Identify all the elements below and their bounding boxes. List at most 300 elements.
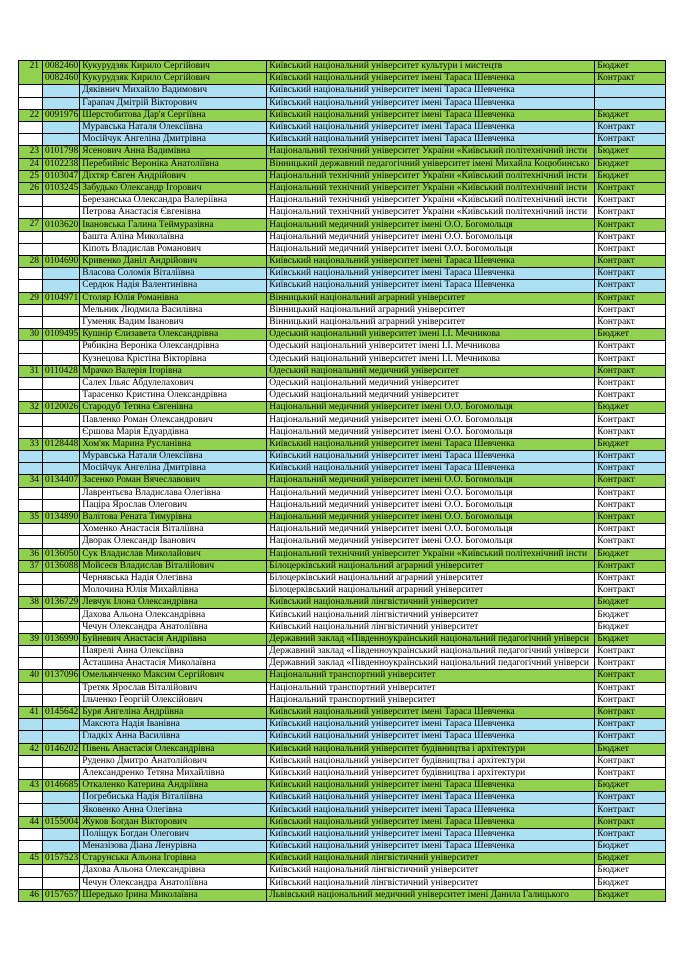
applicant-id-cell (43, 792, 80, 804)
row-number-cell (19, 341, 43, 353)
applicant-name-cell: Кушнір Єлизавета Олександрівна (80, 329, 267, 341)
applicant-name-cell: Мойсеєв Владислав Віталійович (80, 560, 267, 572)
row-number-cell (19, 499, 43, 511)
applicant-name-cell: Дяківнич Михайло Вадимович (80, 85, 267, 97)
applicant-name-cell: Откаленко Катерина Андріївна (80, 780, 267, 792)
applicant-id-cell: 0104971 (43, 292, 80, 304)
row-number-cell: 29 (19, 292, 43, 304)
row-number-cell: 45 (19, 853, 43, 865)
applicant-id-cell: 0110428 (43, 365, 80, 377)
row-number-cell (19, 536, 43, 548)
applicant-name-cell: Муравська Наталя Олексіївна (80, 451, 267, 463)
university-cell: Вінницький національний аграрний університет (267, 316, 595, 328)
applicant-name-cell: Шередько Ірина Миколаївна (80, 889, 267, 901)
funding-cell: Контракт (595, 304, 666, 316)
university-cell: Львівський національний медичний університет імені Данила Галицького (267, 889, 595, 901)
applicant-name-cell: Забудько Олександр Ігорович (80, 182, 267, 194)
table-row (19, 731, 666, 743)
funding-cell: Контракт (595, 658, 666, 670)
university-cell: Одеський національний медичний університет (267, 365, 595, 377)
applicant-name-cell: Гуменяк Вадим Іванович (80, 316, 267, 328)
funding-cell: Контракт (595, 536, 666, 548)
university-cell: Київський національний лінгвістичний університет (267, 877, 595, 889)
row-number-cell: 27 (19, 219, 43, 231)
funding-cell: Бюджет (595, 621, 666, 633)
table-row (19, 646, 666, 658)
university-cell: Київський національний університет будівництва і архітектури (267, 767, 595, 779)
table-row (19, 85, 666, 97)
funding-cell: Контракт (595, 365, 666, 377)
applicant-name-cell: Асташина Анастасія Миколаївна (80, 658, 267, 670)
row-number-cell (19, 646, 43, 658)
funding-cell: Контракт (595, 524, 666, 536)
applicant-id-cell (43, 268, 80, 280)
applicant-name-cell: Паярелі Анна Олексіївна (80, 646, 267, 658)
university-cell: Київський національний університет імені Тараса Шевченка (267, 73, 595, 85)
row-number-cell: 40 (19, 670, 43, 682)
applicant-name-cell: Погребиська Надія Віталіївна (80, 792, 267, 804)
university-cell: Вінницький національний аграрний університет (267, 292, 595, 304)
funding-cell: Контракт (595, 499, 666, 511)
applicant-id-cell: 0103047 (43, 170, 80, 182)
table-row (19, 877, 666, 889)
funding-cell: Бюджет (595, 841, 666, 853)
table-row (19, 195, 666, 207)
applicants-sheet (18, 60, 666, 902)
university-cell: Національний медичний університет імені О.О. Богомольця (267, 536, 595, 548)
university-cell: Київський національний університет імені Тараса Шевченка (267, 792, 595, 804)
applicant-id-cell (43, 585, 80, 597)
university-cell: Київський національний університет імені Тараса Шевченка (267, 109, 595, 121)
row-number-cell (19, 767, 43, 779)
funding-cell: Контракт (595, 585, 666, 597)
funding-cell: Контракт (595, 646, 666, 658)
table-row (19, 353, 666, 365)
table-row (19, 463, 666, 475)
row-number-cell: 41 (19, 706, 43, 718)
university-cell: Національний медичний університет імені О.О. Богомольця (267, 231, 595, 243)
table-row (19, 816, 666, 828)
university-cell: Київський національний університет імені Тараса Шевченка (267, 85, 595, 97)
university-cell: Одеський національний університет імені І.І. Мечникова (267, 353, 595, 365)
applicant-name-cell: Левчук Ілона Олександрівна (80, 597, 267, 609)
applicant-id-cell: 0120026 (43, 402, 80, 414)
applicant-name-cell: Гладкіх Анна Василівна (80, 731, 267, 743)
funding-cell: Контракт (595, 487, 666, 499)
table-row (19, 597, 666, 609)
funding-cell: Контракт (595, 341, 666, 353)
university-cell: Національний транспортний університет (267, 694, 595, 706)
applicant-id-cell (43, 524, 80, 536)
applicant-id-cell: 0082460 (43, 73, 80, 85)
funding-cell: Контракт (595, 377, 666, 389)
funding-cell: Контракт (595, 316, 666, 328)
applicant-id-cell: 0082460 (43, 61, 80, 73)
applicant-name-cell: Стародуб Тетяна Євгенівна (80, 402, 267, 414)
applicant-name-cell: Буря Ангеліна Андріївна (80, 706, 267, 718)
row-number-cell: 22 (19, 109, 43, 121)
row-number-cell (19, 451, 43, 463)
university-cell: Національний технічний університет України «Київський політехнічний інсти (267, 207, 595, 219)
university-cell: Київський національний лінгвістичний університет (267, 865, 595, 877)
table-row (19, 487, 666, 499)
applicant-id-cell: 0103245 (43, 182, 80, 194)
university-cell: Національний медичний університет імені О.О. Богомольця (267, 426, 595, 438)
applicant-name-cell: Александренко Тетяна Михайлівна (80, 767, 267, 779)
university-cell: Київський національний університет імені Тараса Шевченка (267, 804, 595, 816)
row-number-cell (19, 304, 43, 316)
university-cell: Національний транспортний університет (267, 682, 595, 694)
applicant-name-cell: Чечун Олександра Анатоліївна (80, 621, 267, 633)
funding-cell: Контракт (595, 670, 666, 682)
funding-cell: Контракт (595, 792, 666, 804)
applicant-id-cell (43, 280, 80, 292)
table-row (19, 426, 666, 438)
row-number-cell (19, 231, 43, 243)
funding-cell: Контракт (595, 572, 666, 584)
row-number-cell: 38 (19, 597, 43, 609)
applicant-id-cell (43, 121, 80, 133)
table-row (19, 390, 666, 402)
row-number-cell (19, 585, 43, 597)
table-row (19, 585, 666, 597)
table-row (19, 219, 666, 231)
table-row (19, 182, 666, 194)
funding-cell: Контракт (595, 451, 666, 463)
table-row (19, 572, 666, 584)
applicant-name-cell: Дворак Олександр Іванович (80, 536, 267, 548)
applicant-name-cell: Мрачко Валерія Ігорівна (80, 365, 267, 377)
applicant-id-cell: 0136729 (43, 597, 80, 609)
applicant-name-cell: Хом'як Марина Русланівна (80, 438, 267, 450)
applicant-id-cell: 0146685 (43, 780, 80, 792)
applicant-id-cell: 0146202 (43, 743, 80, 755)
row-number-cell (19, 804, 43, 816)
applicant-id-cell (43, 621, 80, 633)
table-row (19, 524, 666, 536)
table-row (19, 256, 666, 268)
funding-cell (595, 85, 666, 97)
row-number-cell (19, 121, 43, 133)
applicant-id-cell: 0102238 (43, 158, 80, 170)
table-row (19, 365, 666, 377)
row-number-cell (19, 463, 43, 475)
applicant-id-cell (43, 463, 80, 475)
applicant-name-cell: Власова Соломія Віталіївна (80, 268, 267, 280)
university-cell: Національний медичний університет імені О.О. Богомольця (267, 219, 595, 231)
table-row (19, 633, 666, 645)
table-row (19, 743, 666, 755)
table-row (19, 146, 666, 158)
applicant-id-cell: 0136990 (43, 633, 80, 645)
applicant-id-cell (43, 353, 80, 365)
university-cell: Київський національний університет імені Тараса Шевченка (267, 828, 595, 840)
applicant-name-cell: Рябикіна Вероніка Олександрівна (80, 341, 267, 353)
table-row (19, 841, 666, 853)
university-cell: Київський національний університет будівництва і архітектури (267, 743, 595, 755)
university-cell: Київський національний університет імені Тараса Шевченка (267, 841, 595, 853)
funding-cell: Бюджет (595, 402, 666, 414)
applicant-name-cell: Петрова Анастасія Євгенівна (80, 207, 267, 219)
row-number-cell (19, 694, 43, 706)
row-number-cell: 25 (19, 170, 43, 182)
university-cell: Білоцерківський національний аграрний університет (267, 560, 595, 572)
applicant-id-cell: 0128448 (43, 438, 80, 450)
applicant-id-cell (43, 451, 80, 463)
table-row (19, 889, 666, 901)
row-number-cell (19, 841, 43, 853)
funding-cell (595, 97, 666, 109)
row-number-cell (19, 97, 43, 109)
applicant-id-cell (43, 767, 80, 779)
applicant-id-cell (43, 414, 80, 426)
row-number-cell (19, 353, 43, 365)
row-number-cell (19, 828, 43, 840)
row-number-cell: 30 (19, 329, 43, 341)
funding-cell: Контракт (595, 134, 666, 146)
university-cell: Вінницький державний педагогічний університет імені Михайла Коцюбинсько (267, 158, 595, 170)
applicant-id-cell: 0145642 (43, 706, 80, 718)
university-cell: Державний заклад «Південноукраїнський національний педагогічний універси (267, 658, 595, 670)
funding-cell: Бюджет (595, 158, 666, 170)
applicant-id-cell: 0155004 (43, 816, 80, 828)
applicant-id-cell (43, 731, 80, 743)
table-row (19, 475, 666, 487)
applicant-name-cell: Муравська Наталя Олексіївна (80, 121, 267, 133)
table-row (19, 292, 666, 304)
row-number-cell (19, 621, 43, 633)
university-cell: Київський національний університет культури і мистецтв (267, 61, 595, 73)
table-row (19, 231, 666, 243)
applicant-name-cell: Кузнецова Крістіна Вікторівна (80, 353, 267, 365)
funding-cell: Контракт (595, 268, 666, 280)
funding-cell: Контракт (595, 475, 666, 487)
funding-cell: Контракт (595, 231, 666, 243)
row-number-cell: 34 (19, 475, 43, 487)
table-row (19, 377, 666, 389)
applicant-id-cell (43, 390, 80, 402)
applicant-id-cell: 0157657 (43, 889, 80, 901)
applicant-name-cell: Лаврентьєва Владислава Олегівна (80, 487, 267, 499)
table-row (19, 767, 666, 779)
applicant-id-cell (43, 243, 80, 255)
university-cell: Київський національний університет імені Тараса Шевченка (267, 268, 595, 280)
applicant-name-cell: Мосійчук Ангеліна Дмитрівна (80, 134, 267, 146)
table-row (19, 828, 666, 840)
applicant-name-cell: Гарапач Дмітрій Вікторович (80, 97, 267, 109)
funding-cell: Контракт (595, 256, 666, 268)
applicant-id-cell: 0101798 (43, 146, 80, 158)
funding-cell: Бюджет (595, 548, 666, 560)
applicant-id-cell (43, 841, 80, 853)
applicant-id-cell (43, 487, 80, 499)
funding-cell: Бюджет (595, 109, 666, 121)
row-number-cell (19, 268, 43, 280)
university-cell: Одеський національний університет імені І.І. Мечникова (267, 341, 595, 353)
applicant-name-cell: Кукурудзяк Кирило Сергійович (80, 73, 267, 85)
university-cell: Національний технічний університет України «Київський політехнічний інсти (267, 182, 595, 194)
applicant-name-cell: Руденко Дмитро Анатолійович (80, 755, 267, 767)
applicant-id-cell (43, 877, 80, 889)
applicant-id-cell: 0134890 (43, 511, 80, 523)
applicant-name-cell: Поліщук Богдан Олегович (80, 828, 267, 840)
university-cell: Київський національний університет імені Тараса Шевченка (267, 134, 595, 146)
university-cell: Національний транспортний університет (267, 670, 595, 682)
row-number-cell (19, 414, 43, 426)
funding-cell: Контракт (595, 682, 666, 694)
table-row (19, 780, 666, 792)
table-row (19, 804, 666, 816)
row-number-cell (19, 792, 43, 804)
table-row (19, 158, 666, 170)
row-number-cell (19, 134, 43, 146)
applicant-id-cell (43, 658, 80, 670)
funding-cell: Контракт (595, 195, 666, 207)
table-row (19, 719, 666, 731)
applicant-id-cell (43, 804, 80, 816)
funding-cell: Бюджет (595, 146, 666, 158)
funding-cell: Бюджет (595, 61, 666, 73)
table-row (19, 536, 666, 548)
row-number-cell (19, 755, 43, 767)
applicant-name-cell: Засенко Роман Вячеславович (80, 475, 267, 487)
table-row (19, 134, 666, 146)
row-number-cell (19, 877, 43, 889)
funding-cell: Контракт (595, 816, 666, 828)
applicant-name-cell: Чернявська Надія Олегівна (80, 572, 267, 584)
table-row (19, 268, 666, 280)
university-cell: Київський національний лінгвістичний університет (267, 853, 595, 865)
university-cell: Київський національний університет імені Тараса Шевченка (267, 780, 595, 792)
row-number-cell: 32 (19, 402, 43, 414)
funding-cell: Контракт (595, 292, 666, 304)
university-cell: Національний медичний університет імені О.О. Богомольця (267, 524, 595, 536)
table-row (19, 853, 666, 865)
applicant-id-cell (43, 195, 80, 207)
applicant-name-cell: Хоменко Анастасія Віталіївна (80, 524, 267, 536)
row-number-cell (19, 682, 43, 694)
funding-cell: Контракт (595, 414, 666, 426)
funding-cell: Бюджет (595, 743, 666, 755)
applicant-id-cell (43, 316, 80, 328)
funding-cell: Контракт (595, 767, 666, 779)
table-row (19, 865, 666, 877)
applicant-name-cell: Єршова Марія Едуардівна (80, 426, 267, 438)
applicant-name-cell: Буйневич Анастасія Андріївна (80, 633, 267, 645)
funding-cell: Контракт (595, 280, 666, 292)
row-number-cell: 46 (19, 889, 43, 901)
table-row (19, 670, 666, 682)
row-number-cell (19, 524, 43, 536)
row-number-cell (19, 719, 43, 731)
university-cell: Національний технічний університет України «Київський політехнічний інсти (267, 170, 595, 182)
applicant-name-cell: Третяк Ярослав Віталійович (80, 682, 267, 694)
applicant-id-cell: 0091976 (43, 109, 80, 121)
applicant-name-cell: Валітова Рената Тимурівна (80, 511, 267, 523)
university-cell: Білоцерківський національний аграрний університет (267, 572, 595, 584)
applicant-id-cell (43, 719, 80, 731)
applicant-id-cell: 0104690 (43, 256, 80, 268)
row-number-cell (19, 390, 43, 402)
applicant-name-cell: Кривенко Даніл Андрійович (80, 256, 267, 268)
university-cell: Київський національний університет будівництва і архітектури (267, 755, 595, 767)
row-number-cell: 37 (19, 560, 43, 572)
applicant-name-cell: Дахова Альона Олександрівна (80, 865, 267, 877)
applicant-name-cell: Меназізова Діана Ленурівна (80, 841, 267, 853)
table-row (19, 121, 666, 133)
table-row (19, 792, 666, 804)
row-number-cell (19, 207, 43, 219)
table-row (19, 451, 666, 463)
applicant-name-cell: Півень Анастасія Олександрівна (80, 743, 267, 755)
row-number-cell: 28 (19, 256, 43, 268)
university-cell: Національний медичний університет імені О.О. Богомольця (267, 475, 595, 487)
university-cell: Київський національний лінгвістичний університет (267, 597, 595, 609)
table-row (19, 755, 666, 767)
funding-cell: Контракт (595, 207, 666, 219)
applicant-id-cell (43, 304, 80, 316)
university-cell: Київський національний університет імені Тараса Шевченка (267, 719, 595, 731)
applicant-id-cell: 0103620 (43, 219, 80, 231)
applicant-id-cell (43, 755, 80, 767)
row-number-cell (19, 280, 43, 292)
row-number-cell: 44 (19, 816, 43, 828)
university-cell: Київський національний лінгвістичний університет (267, 609, 595, 621)
applicant-id-cell (43, 572, 80, 584)
applicant-name-cell: Чечун Олександра Анатоліївна (80, 877, 267, 889)
applicant-id-cell: 0136088 (43, 560, 80, 572)
row-number-cell (19, 195, 43, 207)
applicant-name-cell: Дахова Альона Олександрівна (80, 609, 267, 621)
university-cell: Вінницький національний аграрний університет (267, 304, 595, 316)
applicant-id-cell (43, 85, 80, 97)
row-number-cell: 35 (19, 511, 43, 523)
table-row (19, 560, 666, 572)
funding-cell: Бюджет (595, 609, 666, 621)
table-row (19, 499, 666, 511)
applicant-id-cell (43, 341, 80, 353)
university-cell: Одеський національний медичний університет (267, 377, 595, 389)
row-number-cell: 21 (19, 61, 43, 85)
university-cell: Національний технічний університет України «Київський політехнічний інсти (267, 548, 595, 560)
row-number-cell (19, 85, 43, 97)
table-row (19, 548, 666, 560)
funding-cell: Контракт (595, 804, 666, 816)
university-cell: Київський національний університет імені Тараса Шевченка (267, 97, 595, 109)
funding-cell: Контракт (595, 426, 666, 438)
row-number-cell (19, 426, 43, 438)
table-row (19, 341, 666, 353)
applicant-id-cell (43, 426, 80, 438)
table-row (19, 243, 666, 255)
row-number-cell: 24 (19, 158, 43, 170)
funding-cell: Контракт (595, 706, 666, 718)
applicants-table (18, 60, 666, 902)
university-cell: Білоцерківський національний аграрний університет (267, 585, 595, 597)
applicant-name-cell: Мосійчук Ангеліна Дмитрівна (80, 463, 267, 475)
university-cell: Національний медичний університет імені О.О. Богомольця (267, 402, 595, 414)
funding-cell: Контракт (595, 560, 666, 572)
applicant-id-cell: 0109495 (43, 329, 80, 341)
row-number-cell (19, 487, 43, 499)
university-cell: Київський національний університет імені Тараса Шевченка (267, 121, 595, 133)
funding-cell: Контракт (595, 390, 666, 402)
table-row (19, 658, 666, 670)
applicant-name-cell: Ясенович Анна Вадимівна (80, 146, 267, 158)
funding-cell: Бюджет (595, 889, 666, 901)
applicant-name-cell: Ільченко Георгій Олексійович (80, 694, 267, 706)
table-row (19, 682, 666, 694)
